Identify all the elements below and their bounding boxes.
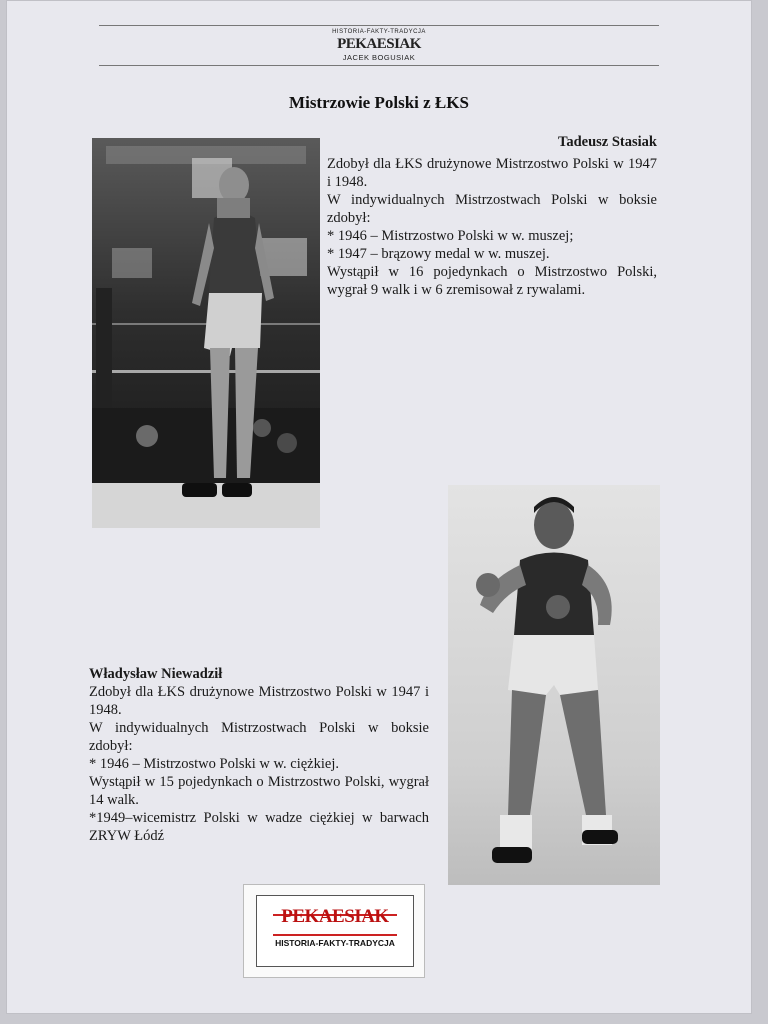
badge-stripe-bottom: [273, 934, 397, 936]
badge-subtitle: HISTORIA-FAKTY-TRADYCJA: [275, 938, 395, 948]
header-tagline: HISTORIA-FAKTY-TRADYCJA: [332, 29, 426, 35]
publisher-badge: [243, 884, 425, 978]
boxer2-bio: [89, 665, 429, 845]
header-rule-top: [99, 25, 659, 26]
boxer1-name: Tadeusz Stasiak: [558, 134, 657, 150]
boxer-photo-1: [92, 138, 320, 528]
photo-wladyslaw-niewadzil: [448, 485, 660, 885]
badge-logo: PEKAESIAK: [281, 906, 389, 927]
boxer1-line-1: Zdobył dla ŁKS drużynowe Mistrzostwo Polski w 1947 i 1948.: [327, 156, 657, 190]
header-logo: PEKAESIAK: [337, 36, 421, 52]
photo-tadeusz-stasiak: [92, 138, 320, 528]
boxer-photo-2: [448, 485, 660, 885]
badge-frame: [256, 895, 414, 967]
boxer2-line-5: *1949–wicemistrz Polski w wadze ciężkiej w barwach ZRYW Łódź: [89, 810, 429, 844]
boxer1-line-2: W indywidualnych Mistrzostwach Polski w boksie zdobył:: [327, 192, 657, 226]
boxer1-bio: [327, 133, 657, 299]
boxer1-line-4: * 1947 – brązowy medal w w. muszej.: [327, 246, 550, 262]
boxer1-line-5: Wystąpił w 16 pojedynkach o Mistrzostwo Polski, wygrał 9 walk i w 6 zremisował z rywalami.: [327, 264, 657, 298]
boxer2-line-4: Wystąpił w 15 pojedynkach o Mistrzostwo Polski, wygrał 14 walk.: [89, 774, 429, 808]
boxer2-name: Władysław Niewadził: [89, 666, 223, 682]
boxer2-line-3: * 1946 – Mistrzostwo Polski w w. ciężkiej.: [89, 756, 339, 772]
page-title: Mistrzowie Polski z ŁKS: [289, 93, 469, 112]
header-author: JACEK BOGUSIAK: [342, 53, 416, 62]
boxer2-line-1: Zdobył dla ŁKS drużynowe Mistrzostwo Polski w 1947 i 1948.: [89, 684, 429, 718]
boxer1-line-3: * 1946 – Mistrzostwo Polski w w. muszej;: [327, 228, 574, 244]
boxer2-line-2: W indywidualnych Mistrzostwach Polski w boksie zdobył:: [89, 720, 429, 754]
header-rule-bottom: [99, 65, 659, 66]
document-page: [6, 0, 752, 1014]
